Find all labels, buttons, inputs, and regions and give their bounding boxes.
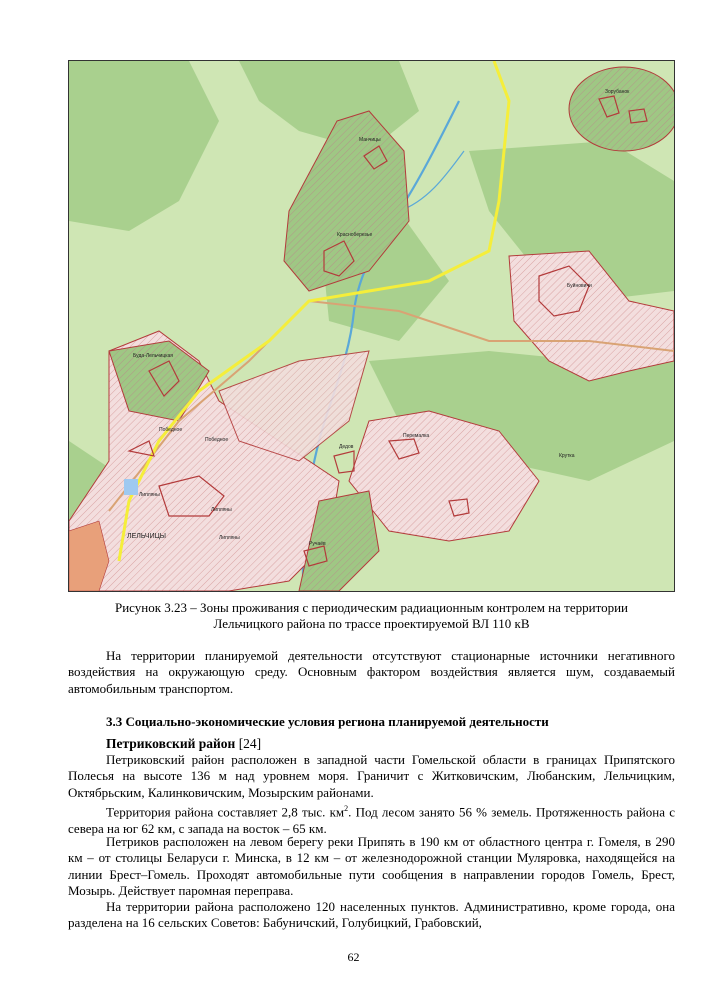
label-buinovichi: Буйновичи xyxy=(567,283,592,289)
label-lipliany-1: Липляны xyxy=(139,492,160,498)
map-svg xyxy=(69,61,674,591)
label-zerbanok: Зорубанок xyxy=(605,89,630,95)
paragraph-3-sup: 2 xyxy=(344,804,349,813)
caption-line-1: Рисунок 3.23 – Зоны проживания с периодическим радиационным контролем на территории xyxy=(115,600,628,615)
paragraph-3-text-a: Территория района составляет 2,8 тыс. км xyxy=(106,804,345,820)
paragraph-3 xyxy=(68,801,675,837)
label-lipliany-2: Липляны xyxy=(211,507,232,513)
paragraph-3-text-b: . Под лесом занято 56 % земель. Протяженность района с севера на юг 62 км, с запада на восток – 65 км. xyxy=(68,804,675,836)
paragraph-2: Петриковский район расположен в западной части Гомельской области в границах Припятского Полесья на высоте 136 м над уровнем моря. Граничит с Житковичским, Любанским, Лельчицким, Октябрьским, Калинковичским, Мозырским районами. xyxy=(68,752,675,800)
district-name: Петриковский район xyxy=(106,736,236,751)
label-dedov: Дедов xyxy=(339,444,354,450)
label-pobednoe-2: Победное xyxy=(205,437,229,443)
paragraph-5: На территории района расположено 120 населенных пунктов. Административно, кроме города, она разделена на 16 сельских Советов: Бабуничский, Голубицкий, Грабовский, xyxy=(68,899,675,931)
paragraph-1: На территории планируемой деятельности отсутствуют стационарные источники негативного воздействия на окружающую среду. Основным фактором воздействия является шум, создаваемый автомобильным транспортом. xyxy=(68,648,675,696)
label-krasnoberezhe: Красноберезье xyxy=(337,232,373,238)
caption-line-2: Лельчицкого района по трассе проектируемой ВЛ 110 кВ xyxy=(213,616,530,631)
label-krutka: Крутка xyxy=(559,453,575,459)
label-pereshchany: Перемалка xyxy=(403,433,430,439)
label-manchitsy: Манчицы xyxy=(359,137,381,143)
lake xyxy=(124,479,138,495)
section-heading: 3.3 Социально-экономические условия региона планируемой деятельности xyxy=(106,714,549,729)
figure-caption xyxy=(68,600,675,632)
label-pobednoe-1: Победное xyxy=(159,427,183,433)
label-lelchitsy: ЛЕЛЬЧИЦЫ xyxy=(127,533,166,540)
label-buda: Буда-Лельчицкая xyxy=(133,353,173,359)
page-number: 62 xyxy=(347,950,360,964)
paragraph-4: Петриков расположен на левом берегу реки Припять в 190 км от областного центра г. Гомеля, в 290 км – от столицы Беларуси г. Минска, в 12 км – от железнодорожной станции Муляровка, находящейся на линии Брест–Гомель. Проходят автомобильные пути сообщения в направлении городов Гомель, Брест, Мозырь. Действует паромная переправа. xyxy=(68,834,675,898)
district-heading xyxy=(106,736,261,752)
label-ruchaye: Ручаёв xyxy=(309,541,326,547)
label-lipliany-3: Липляны xyxy=(219,535,240,541)
district-ref: [24] xyxy=(238,736,262,751)
radiation-zone-map xyxy=(68,60,675,592)
